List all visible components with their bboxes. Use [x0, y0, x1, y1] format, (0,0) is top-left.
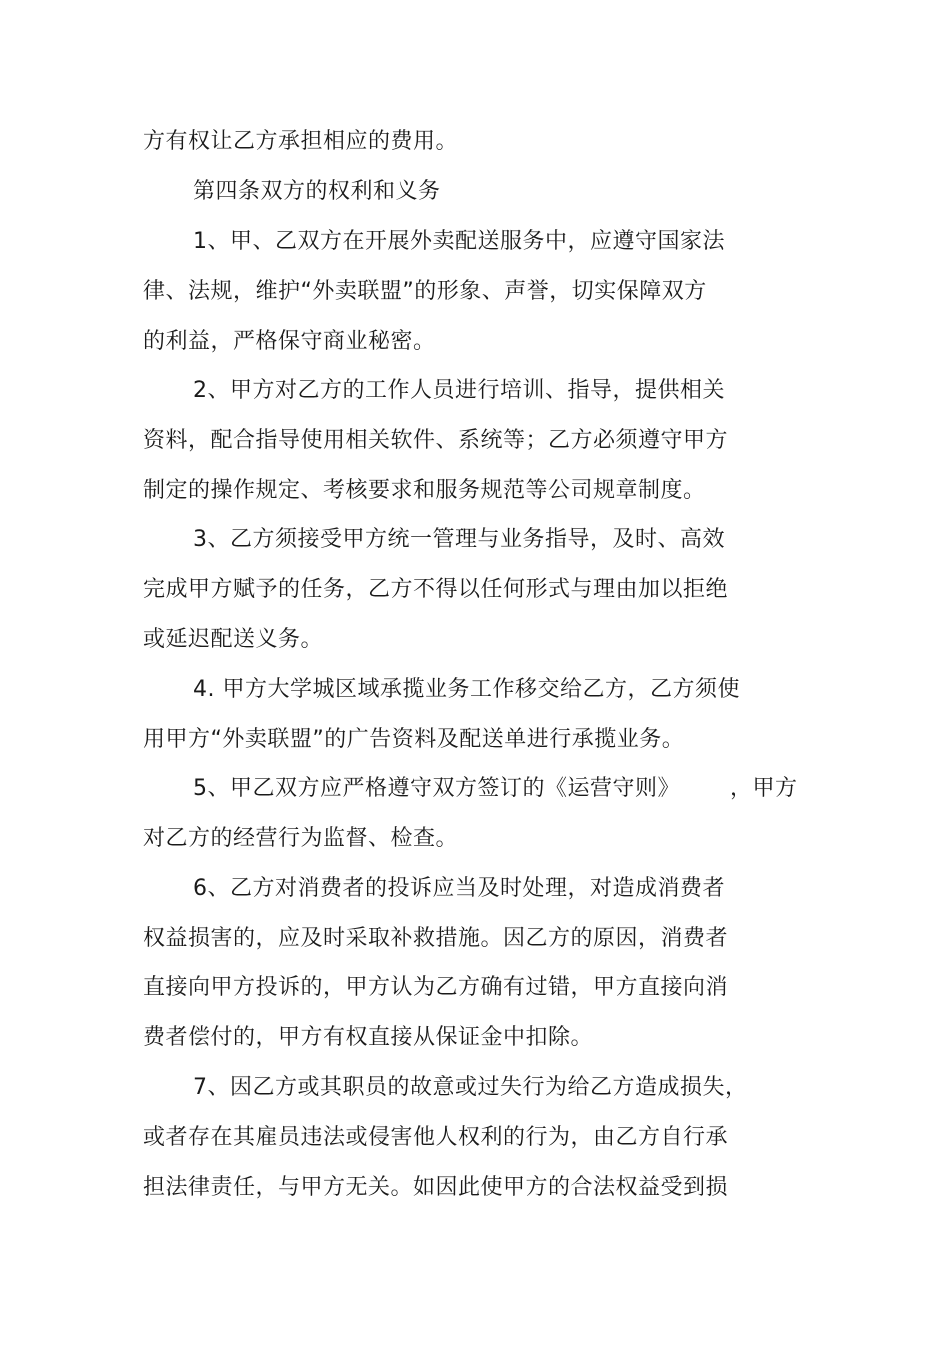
text-line: 2、甲方对乙方的工作人员进行培训、指导，提供相关	[193, 378, 725, 403]
text-line: 3、乙方须接受甲方统一管理与业务指导，及时、高效	[193, 527, 725, 552]
text-line: 担法律责任，与甲方无关。如因此使甲方的合法权益受到损	[143, 1175, 729, 1200]
text-line-fragment: ，甲方	[730, 776, 798, 801]
text-line: 5、甲乙双方应严格遵守双方签订的《运营守则》	[193, 776, 680, 801]
text-line: 对乙方的经营行为监督、检查。	[143, 826, 459, 851]
text-line: 的利益，严格保守商业秘密。	[143, 329, 436, 354]
text-line: 律、法规，维护“外卖联盟”的形象、声誉，切实保障双方	[143, 279, 707, 304]
text-line: 制定的操作规定、考核要求和服务规范等公司规章制度。	[143, 478, 706, 503]
text-line: 7、因乙方或其职员的故意或过失行为给乙方造成损失，	[193, 1075, 748, 1100]
text-line: 4. 甲方大学城区域承揽业务工作移交给乙方，乙方须使	[193, 677, 740, 702]
text-line: 6、乙方对消费者的投诉应当及时处理，对造成消费者	[193, 876, 725, 901]
text-line: 1、甲、乙双方在开展外卖配送服务中，应遵守国家法	[193, 229, 725, 254]
text-line: 资料，配合指导使用相关软件、系统等；乙方必须遵守甲方	[143, 428, 729, 453]
text-line: 或延迟配送义务。	[143, 627, 324, 652]
text-line: 完成甲方赋予的任务，乙方不得以任何形式与理由加以拒绝	[143, 577, 729, 602]
text-line: 或者存在其雇员违法或侵害他人权利的行为，由乙方自行承	[143, 1125, 729, 1150]
text-line: 直接向甲方投诉的，甲方认为乙方确有过错，甲方直接向消	[143, 975, 729, 1000]
text-line: 权益损害的，应及时采取补救措施。因乙方的原因，消费者	[143, 926, 729, 951]
text-line: 费者偿付的，甲方有权直接从保证金中扣除。	[143, 1025, 594, 1050]
text-line: 方有权让乙方承担相应的费用。	[143, 129, 459, 154]
text-line: 用甲方“外卖联盟”的广告资料及配送单进行承揽业务。	[143, 727, 685, 752]
section-heading: 第四条双方的权利和义务	[193, 179, 441, 204]
